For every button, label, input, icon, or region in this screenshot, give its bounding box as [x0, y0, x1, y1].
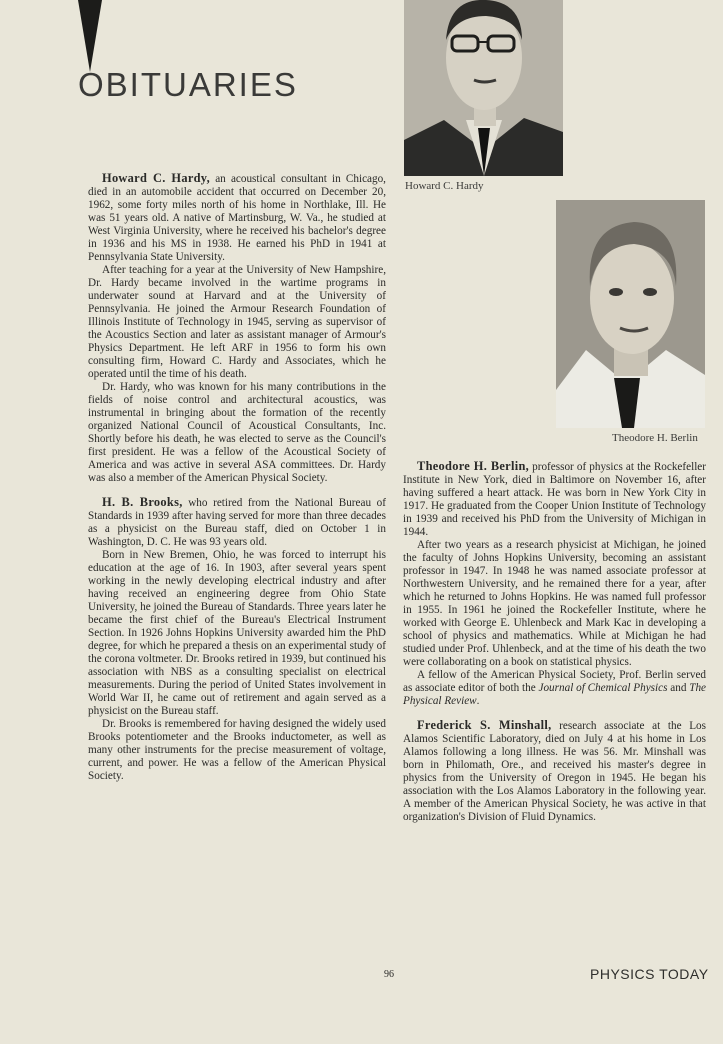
berlin-obituary-p1: Theodore H. Berlin, professor of physics at the Rockefeller Institute in New York, died in Baltimore on November 16, after having suffered a heart attack. He was born in New York City in 1917. He graduated from the Cooper Union Institute of Technology in 1939 and received his PhD from the University of Michigan in 1944. — [403, 459, 706, 538]
brooks-name: H. B. Brooks, — [102, 495, 183, 509]
hardy-name: Howard C. Hardy, — [102, 171, 211, 185]
berlin-portrait-photo — [556, 200, 705, 428]
page-title: OBITUARIES — [78, 66, 298, 103]
hardy-portrait-photo — [404, 0, 563, 176]
magazine-name: PHYSICS TODAY — [590, 966, 709, 982]
right-column-text — [403, 460, 706, 824]
minshall-obituary-p1: Frederick S. Minshall, research associate at the Los Alamos Scientific Laboratory, died on July 4 at his home in Los Alamos following a long illness. He was 56. Mr. Minshall was born in Philomath, Ore., and received his master's degree in physics from the University of Oregon in 1945. He began his association with the Los Alamos Laboratory in the following year. A member of the American Physical Society, he was active in that organization's Division of Fluid Dynamics. — [403, 718, 706, 823]
berlin-photo-caption: Theodore H. Berlin — [612, 432, 698, 444]
left-column-text — [88, 172, 386, 783]
page-number: 96 — [384, 969, 394, 980]
minshall-name: Frederick S. Minshall, — [417, 718, 552, 732]
hardy-obituary-p2: After teaching for a year at the University of New Hampshire, Dr. Hardy became involved in the wartime programs in underwater sound at Harvard and at the University of Pennsylvania. He joined the Armour Research Foundation of Illinois Institute of Technology in 1945, serving as supervisor of the Acoustics Section and later as assistant manager of Armour's Physics Department. He left ARF in 1956 to form his own consulting firm, Howard C. Hardy and Associates, which he operated until the time of his death. — [88, 264, 386, 380]
journal-title: Journal of Chemical Physics — [538, 682, 668, 694]
berlin-obituary-p3: A fellow of the American Physical Society, Prof. Berlin served as associate editor of both the Journal of Chemical Physics and The Physical Review. — [403, 669, 707, 707]
berlin-name: Theodore H. Berlin, — [417, 459, 530, 473]
brooks-obituary-p1: H. B. Brooks, who retired from the National Bureau of Standards in 1939 after having served for more than three decades as a physicist on the Bureau staff, died on October 1 in Washington, D. C. He was 93 years old. — [88, 495, 386, 548]
brooks-obituary-p2: Born in New Bremen, Ohio, he was forced to interrupt his education at the age of 16. In 1903, after several years spent working in the newly developing electrical industry and after having received an engineering degree from Ohio State University, he joined the Bureau of Standards. Three years later he became the first chief of the Bureau's Electrical Instrument Section. In 1926 Johns Hopkins University awarded him the PhD degree, for which he prepared a thesis on an experimental study of the corona voltmeter. Dr. Brooks retired in 1939, but continued his association with NBS as a consulting specialist on electrical measurements. During the period of United States involvement in World War II, he came out of retirement and again served as a physicist on the Bureau staff. — [88, 549, 386, 717]
journal-title: The Physical Review — [403, 682, 707, 707]
hardy-photo-caption: Howard C. Hardy — [405, 180, 484, 192]
header-spike-ornament — [78, 0, 102, 72]
hardy-obituary-p3: Dr. Hardy, who was known for his many contributions in the fields of noise control and architectural acoustics, was instrumental in bringing about the formation of the recently organized National Council of Acoustical Consultants, Inc. Shortly before his death, he was elected to serve as the Council's first president. He was a fellow of the Acoustical Society of America and was active in several ASA committees. Dr. Hardy was also a member of the American Physical Society. — [88, 381, 386, 484]
hardy-obituary-p1: Howard C. Hardy, an acoustical consultant in Chicago, died in an automobile accident that occurred on December 20, 1962, some forty miles north of his home in Northlake, Ill. He was 51 years old. A native of Martinsburg, W. Va., he studied at West Virginia University, where he received his bachelor's degree in 1936 and his MS in 1938. He earned his PhD in 1941 at Pennsylvania State University. — [88, 171, 386, 263]
berlin-obituary-p2: After two years as a research physicist at Michigan, he joined the faculty of Johns Hopkins University, becoming an assistant professor in 1947. In 1948 he was named associate professor at Northwestern University, and he remained there for a year, after which he returned to Johns Hopkins. He was named full professor in 1955. In 1961 he joined the Rockefeller Institute, where he worked with George E. Uhlenbeck and Mark Kac in developing a school of physics and mathematics. While at Michigan he had studied under Prof. Uhlenbeck, and at the time of his death the two were collaborating on a book on statistical physics. — [403, 539, 706, 668]
brooks-obituary-p3: Dr. Brooks is remembered for having designed the widely used Brooks potentiometer and the Brooks inductometer, as well as many other instruments for the precise measurement of voltage, current, and power. He was a fellow of the American Physical Society. — [88, 718, 386, 782]
